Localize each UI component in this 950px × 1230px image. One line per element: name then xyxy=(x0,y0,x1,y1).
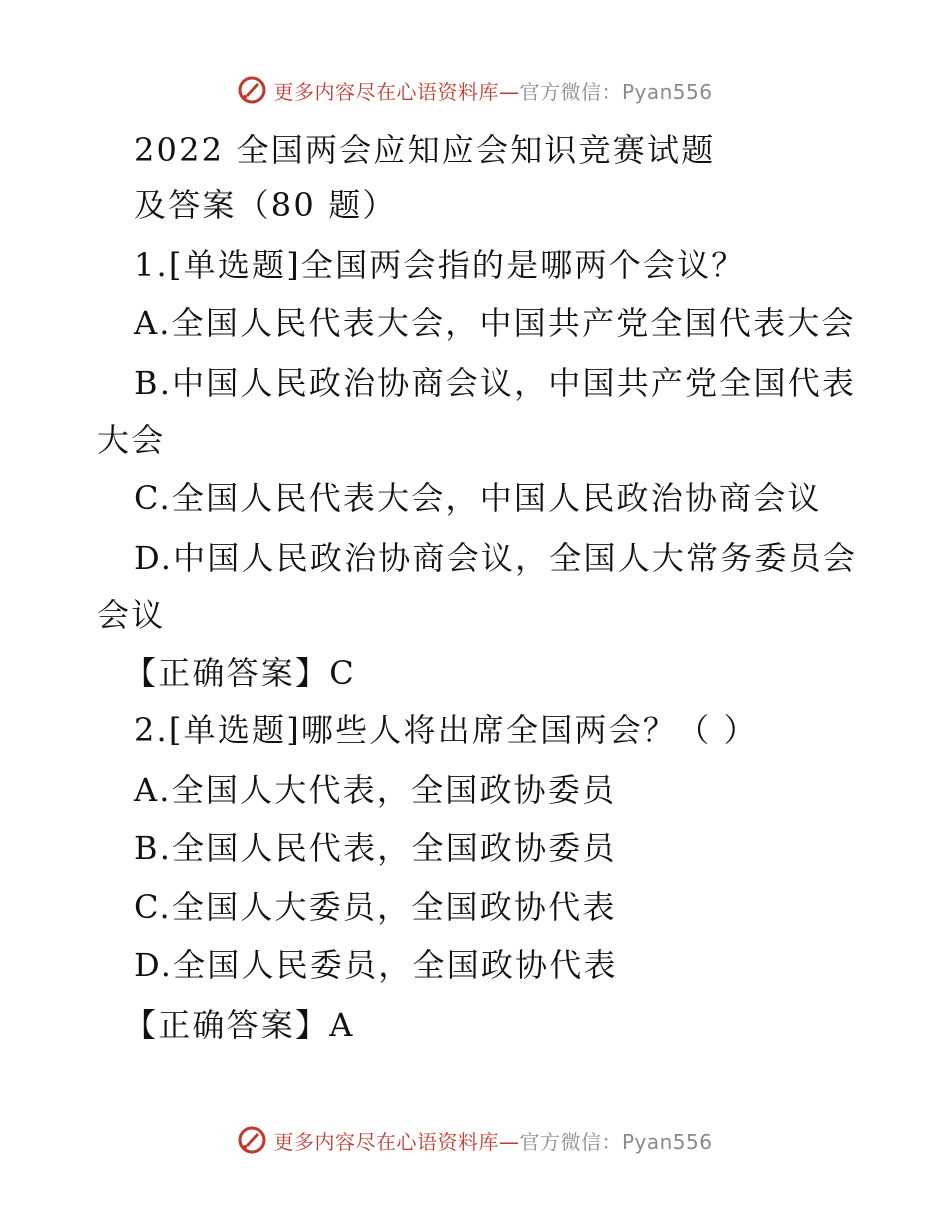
question-2-answer: 【正确答案】A xyxy=(124,1006,355,1044)
question-1-option-b: B.中国人民政治协商会议，中国共产党全国代表 xyxy=(134,364,857,402)
banner-text-main: 更多内容尽在心语资料库— xyxy=(273,79,520,104)
seal-logo-icon xyxy=(237,75,267,105)
question-2-option-a: A.全国人大代表，全国政协委员 xyxy=(134,771,617,809)
seal-logo-icon xyxy=(237,1125,267,1155)
footer-banner xyxy=(0,1120,950,1160)
question-1-option-b-cont: 大会 xyxy=(97,421,166,459)
question-2-option-b: B.全国人民代表，全国政协委员 xyxy=(134,829,617,867)
question-1-answer: 【正确答案】C xyxy=(124,654,356,692)
banner-text xyxy=(273,1126,712,1155)
question-2-stem: 2.[单选题]哪些人将出席全国两会？（ ） xyxy=(134,711,758,749)
question-1-option-a: A.全国人民代表大会，中国共产党全国代表大会 xyxy=(134,304,856,342)
banner-text xyxy=(273,76,712,105)
question-1-option-c: C.全国人民代表大会，中国人民政治协商会议 xyxy=(134,479,822,517)
question-1-option-d: D.中国人民政治协商会议，全国人大常务委员会 xyxy=(134,539,858,577)
question-1-option-d-cont: 会议 xyxy=(97,596,166,634)
document-title-line2: 及答案（80 题） xyxy=(134,186,397,224)
question-2-option-c: C.全国人大委员，全国政协代表 xyxy=(134,888,617,926)
header-banner xyxy=(0,70,950,110)
question-1-stem: 1.[单选题]全国两会指的是哪两个会议？ xyxy=(134,246,746,284)
banner-text-main: 更多内容尽在心语资料库— xyxy=(273,1129,520,1154)
banner-text-wechat: 官方微信：Pyan556 xyxy=(519,79,713,104)
question-2-option-d: D.全国人民委员，全国政协代表 xyxy=(134,946,618,984)
document-title-line1: 2022 全国两会应知应会知识竞赛试题 xyxy=(134,131,716,169)
banner-text-wechat: 官方微信：Pyan556 xyxy=(519,1129,713,1154)
